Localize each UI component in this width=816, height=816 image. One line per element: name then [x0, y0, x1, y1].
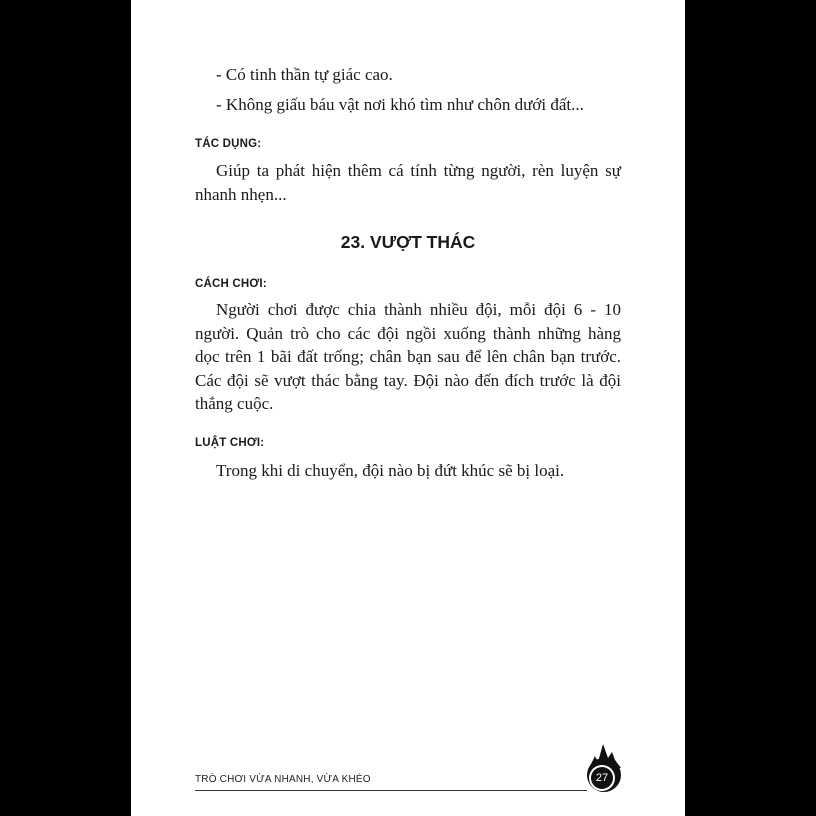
cach-choi-label: CÁCH CHƠI: — [195, 278, 267, 290]
luat-choi-label: LUẬT CHƠI: — [195, 437, 265, 449]
game-title: 23. VƯỢT THÁC — [340, 232, 476, 252]
bullet-line: - Không giấu báu vật nơi khó tìm như chôn dưới đất... — [216, 95, 584, 114]
book-page — [131, 0, 685, 816]
tac-dung-label: TÁC DỤNG: — [195, 138, 262, 150]
footer-book-title: TRÒ CHƠI VỪA NHANH, VỪA KHÉO — [195, 774, 371, 785]
page-number: 27 — [595, 772, 609, 784]
tac-dung-paragraph: Giúp ta phát hiện thêm cá tính từng người, rèn luyện sự nhanh nhẹn... — [195, 161, 621, 204]
cach-choi-paragraph: Người chơi được chia thành nhiều đội, mỗi đội 6 - 10 người. Quản trò cho các đội ngồi xuống thành những hàng dọc trên 1 bãi đất trống; chân bạn sau để lên chân bạn trước. Các đội sẽ vượt thác bằng tay. Đội nào đến đích trước là đội thắng cuộc. — [195, 300, 621, 413]
luat-choi-paragraph: Trong khi di chuyển, đội nào bị đứt khúc sẽ bị loại. — [216, 461, 565, 480]
bullet-line: - Có tinh thần tự giác cao. — [216, 65, 393, 84]
footer-divider — [195, 790, 587, 791]
